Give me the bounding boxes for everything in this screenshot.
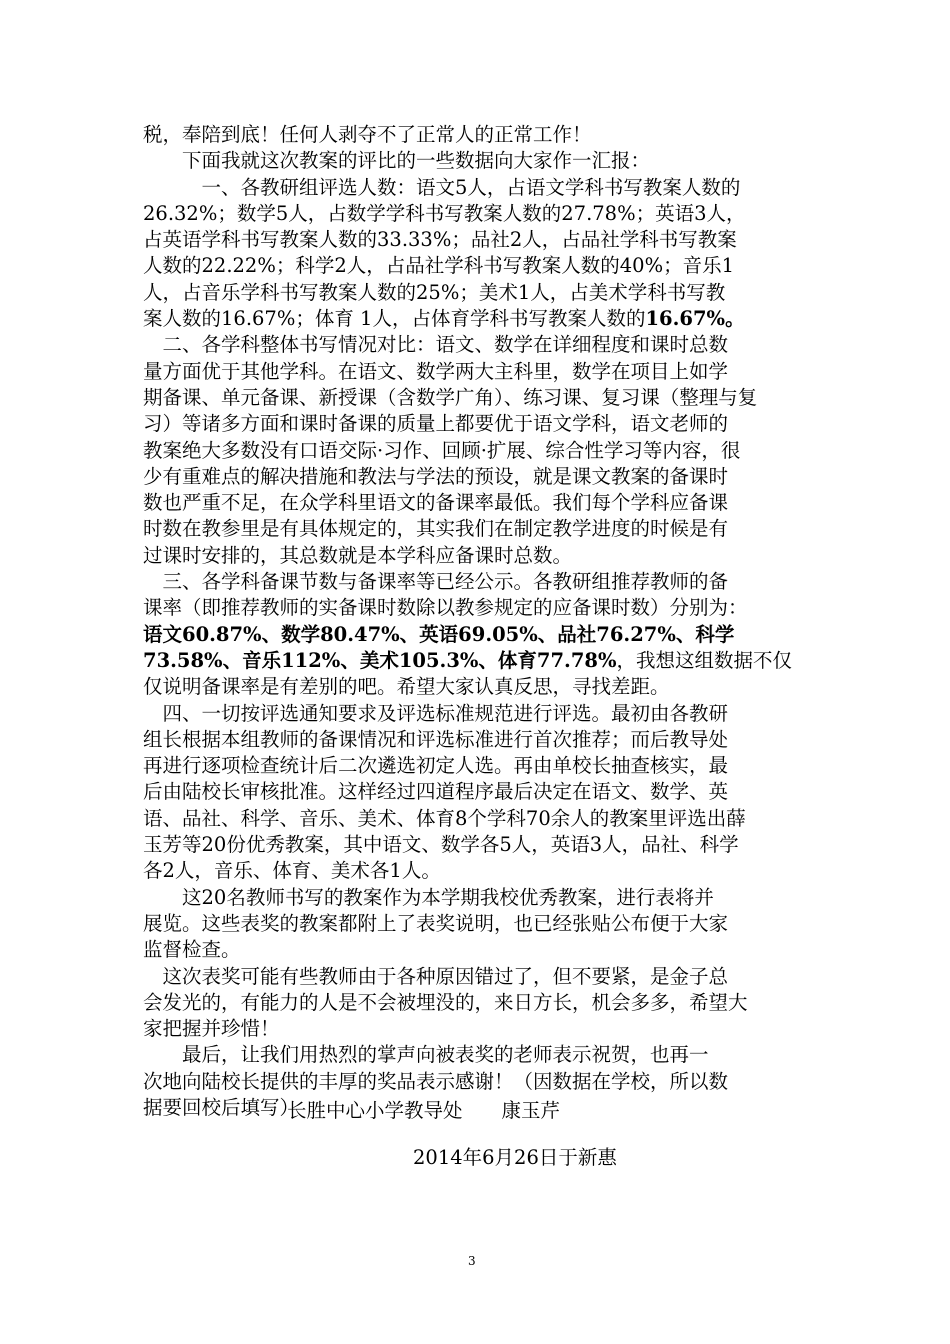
bold-period: 。 — [725, 307, 745, 331]
bold-rate-segment: 73.58%、音乐112%、美术105.3%、体育77.78% — [143, 648, 617, 672]
text-line: 过课时安排的，其总数就是本学科应备课时总数。 — [143, 543, 573, 567]
text-line: 少有重难点的解决措施和教法与学法的预设，就是课文教案的备课时 — [143, 464, 729, 488]
page-number: 3 — [468, 1254, 476, 1268]
signature-line: 长胜中心小学教导处 康玉芹 — [287, 1099, 561, 1122]
text-line: 监督检查。 — [143, 938, 241, 962]
text-line: 仅说明备课率是有差别的吧。希望大家认真反思，寻找差距。 — [143, 675, 670, 699]
text-line: 期备课、单元备课、新授课（含数学广角）、练习课、复习课（整理与复 — [143, 385, 758, 409]
text-line: 语、品社、科学、音乐、美术、体育8个学科70余人的教案里评选出薛 — [143, 806, 746, 830]
text-line: 习）等诸多方面和课时备课的质量上都要优于语文学科，语文老师的 — [143, 412, 729, 436]
text-line: 后由陆校长审核批准。这样经过四道程序最后决定在语文、数学、英 — [143, 780, 729, 804]
text-line: 一、各教研组评选人数：语文5人，占语文学科书写教案人数的 — [143, 175, 741, 199]
text-line: 二、各学科整体书写情况对比：语文、数学在详细程度和课时总数 — [143, 333, 729, 357]
text-line-with-bold — [143, 306, 808, 332]
text-line: 四、一切按评选通知要求及评选标准规范进行评选。最初由各教研 — [143, 701, 729, 725]
text-line: 时数在教参里是有具体规定的，其实我们在制定教学进度的时候是有 — [143, 517, 729, 541]
text-line: 这20名教师书写的教案作为本学期我校优秀教案，进行表将并 — [143, 885, 714, 909]
text-line: 玉芳等20份优秀教案，其中语文、数学各5人，英语3人，品社、科学 — [143, 833, 739, 857]
date-line: 2014年6月26日于新惠 — [413, 1146, 617, 1169]
bold-percentage: 16.67% — [645, 307, 726, 331]
text-line: 次地向陆校长提供的丰厚的奖品表示感谢！（因数据在学校，所以数 — [143, 1069, 729, 1093]
text-line: 人，占音乐学科书写教案人数的25%；美术1人，占美术学科书写教 — [143, 280, 726, 304]
text-line: 26.32%；数学5人，占数学学科书写教案人数的27.78%；英语3人， — [143, 201, 746, 225]
text-line: 三、各学科备课节数与备课率等已经公示。各教研组推荐教师的备 — [143, 570, 729, 594]
text-line: 组长根据本组教师的备课情况和评选标准进行首次推荐；而后教导处 — [143, 727, 729, 751]
text-line: 展览。这些表奖的教案都附上了表奖说明，也已经张贴公布便于大家 — [143, 911, 729, 935]
text-line: 据要回校后填写） — [143, 1095, 300, 1119]
document-body — [143, 122, 808, 1121]
text-line: 各2人，音乐、体育、美术各1人。 — [143, 859, 441, 883]
text-line: 家把握并珍惜！ — [143, 1017, 280, 1041]
text-line: 再进行逐项检查统计后二次遴选初定人选。再由单校长抽查核实，最 — [143, 754, 729, 778]
text-line: 这次表奖可能有些教师由于各种原因错过了，但不要紧，是金子总 — [143, 964, 729, 988]
text-line: 占英语学科书写教案人数的33.33%；品社2人，占品社学科书写教案 — [143, 228, 737, 252]
text-line: 量方面优于其他学科。在语文、数学两大主科里，数学在项目上如学 — [143, 359, 729, 383]
text-line: 课率（即推荐教师的实备课时数除以教参规定的应备课时数）分别为： — [143, 596, 748, 620]
text-line: 最后，让我们用热烈的掌声向被表奖的老师表示祝贺，也再一 — [143, 1043, 709, 1067]
bold-rate-line: 语文60.87%、数学80.47%、英语69.05%、品社76.27%、科学 — [143, 622, 735, 646]
text-segment: 案人数的16.67%；体育 1人，占体育学科书写教案人数的 — [143, 307, 646, 331]
text-line: 会发光的，有能力的人是不会被埋没的，来日方长，机会多多，希望大 — [143, 990, 748, 1014]
text-line: 税，奉陪到底！任何人剥夺不了正常人的正常工作！ — [143, 123, 592, 146]
text-segment: ，我想这组数据不仅 — [616, 648, 793, 672]
text-line-with-bold — [143, 648, 808, 674]
text-line: 人数的22.22%；科学2人，占品社学科书写教案人数的40%；音乐1 — [143, 254, 735, 278]
text-line: 下面我就这次教案的评比的一些数据向大家作一汇报： — [143, 149, 651, 173]
text-line: 数也严重不足，在众学科里语文的备课率最低。我们每个学科应备课 — [143, 491, 729, 515]
text-line: 教案绝大多数没有口语交际·习作、回顾·扩展、综合性学习等内容，很 — [143, 438, 741, 462]
